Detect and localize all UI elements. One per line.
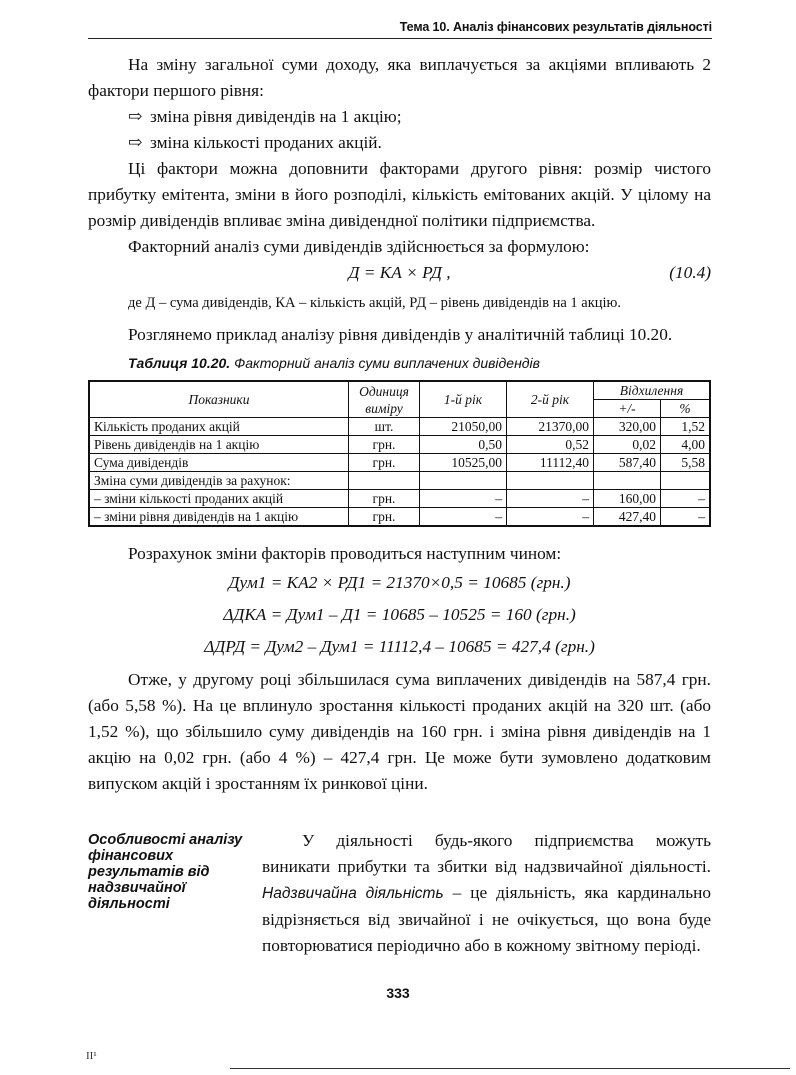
row-pct: 5,58 bbox=[661, 454, 711, 472]
running-head: Тема 10. Аналіз фінансових результатів діяльності bbox=[399, 20, 712, 34]
table-caption-text: Факторний аналіз суми виплачених дивідендів bbox=[234, 355, 540, 371]
row-label: Рівень дивідендів на 1 акцію bbox=[89, 436, 349, 454]
table-caption-label: Таблиця 10.20. bbox=[128, 355, 231, 371]
footer-rule bbox=[230, 1068, 790, 1069]
body-top bbox=[88, 52, 711, 797]
th-indicators: Показники bbox=[89, 381, 349, 418]
row-year1 bbox=[420, 472, 507, 490]
row-label: Сума дивідендів bbox=[89, 454, 349, 472]
paragraph-calc-intro: Розрахунок зміни факторів проводиться наступним чином: bbox=[128, 544, 562, 563]
row-year2: 11112,40 bbox=[507, 454, 594, 472]
th-abs: +/- bbox=[594, 400, 661, 418]
dividend-table bbox=[88, 380, 711, 527]
row-year1: – bbox=[420, 490, 507, 508]
paragraph-factors: Ці фактори можна доповнити факторами другого рівня: розмір чистого прибутку емітента, зміни в його розподілі, кількість емітованих акцій. У цілому на розмір дивідендів впливає зміна дивідендної політики підприємства. bbox=[88, 159, 711, 230]
row-pct: 1,52 bbox=[661, 418, 711, 436]
page-number: 333 bbox=[386, 985, 410, 1001]
row-unit: грн. bbox=[349, 454, 420, 472]
bullet-text-2: зміна кількості проданих акцій. bbox=[150, 133, 382, 152]
table-caption bbox=[88, 350, 711, 376]
row-unit: грн. bbox=[349, 490, 420, 508]
footer-mark: ІІ¹ bbox=[86, 1050, 97, 1062]
row-year2: – bbox=[507, 490, 594, 508]
formula-text: Д = КА × РД , bbox=[348, 263, 451, 282]
bullet-text-1: зміна рівня дивідендів на 1 акцію; bbox=[150, 107, 402, 126]
row-abs: 0,02 bbox=[594, 436, 661, 454]
row-unit: грн. bbox=[349, 508, 420, 527]
th-year1: 1-й рік bbox=[420, 381, 507, 418]
equation-2: ΔДКА = Дум1 – Д1 = 10685 – 10525 = 160 (грн.) bbox=[223, 605, 576, 624]
row-abs: 160,00 bbox=[594, 490, 661, 508]
row-abs: 587,40 bbox=[594, 454, 661, 472]
table-row bbox=[89, 472, 710, 490]
arrow-icon: ⇨ bbox=[128, 133, 143, 152]
equation-1: Дум1 = КА2 × РД1 = 21370×0,5 = 10685 (грн.) bbox=[228, 573, 571, 592]
paragraph-conclusion: Отже, у другому році збільшилася сума виплачених дивідендів на 587,4 грн. (або 5,58 %). На це вплинуло зростання кількості проданих акцій на 320 шт. (або 1,52 %), що збільшило суму дивідендів на 160 грн. і зміна рівня дивідендів на 1 акцію на 0,02 грн. (або 4 %) – 427,4 грн. Це може бути зумовлено додатковим випуском акцій і зростанням їх ринкової ціни. bbox=[88, 670, 711, 793]
paragraph-extraordinary bbox=[262, 828, 711, 959]
th-deviation: Відхилення bbox=[594, 381, 711, 400]
row-pct: – bbox=[661, 490, 711, 508]
formula-number: (10.4) bbox=[669, 263, 711, 282]
row-label: – зміни кількості проданих акцій bbox=[89, 490, 349, 508]
row-year1: 0,50 bbox=[420, 436, 507, 454]
header-rule bbox=[88, 38, 712, 39]
paragraph-extraordinary-top bbox=[262, 828, 711, 959]
row-label: – зміни рівня дивідендів на 1 акцію bbox=[89, 508, 349, 527]
row-year2: 0,52 bbox=[507, 436, 594, 454]
table-row bbox=[89, 508, 710, 527]
row-pct: 4,00 bbox=[661, 436, 711, 454]
formula-legend: де Д – сума дивідендів, КА – кількість акцій, РД – рівень дивідендів на 1 акцію. bbox=[128, 295, 622, 311]
arrow-icon: ⇨ bbox=[128, 107, 143, 126]
row-unit bbox=[349, 472, 420, 490]
paragraph-example: Розглянемо приклад аналізу рівня дивідендів у аналітичній таблиці 10.20. bbox=[128, 325, 673, 344]
bullet-item-1 bbox=[88, 104, 711, 130]
equation-3: ΔДРД = Дум2 – Дум1 = 11112,4 – 10685 = 427,4 (грн.) bbox=[204, 637, 595, 656]
extraordinary-text-b: – це діяльність, яка кардинально відрізняється від звичайної і не очікується, що вона буде повторюватися періодично або в кожному звітному періоді. bbox=[262, 883, 711, 955]
row-unit: шт. bbox=[349, 418, 420, 436]
row-pct: – bbox=[661, 508, 711, 527]
extraordinary-term: Надзвичайна діяльність bbox=[262, 885, 444, 902]
table-row bbox=[89, 436, 710, 454]
row-abs: 427,40 bbox=[594, 508, 661, 527]
row-abs: 320,00 bbox=[594, 418, 661, 436]
row-label: Кількість проданих акцій bbox=[89, 418, 349, 436]
th-year2: 2-й рік bbox=[507, 381, 594, 418]
table-row bbox=[89, 418, 710, 436]
row-year2: – bbox=[507, 508, 594, 527]
row-year1: 10525,00 bbox=[420, 454, 507, 472]
row-year1: 21050,00 bbox=[420, 418, 507, 436]
margin-note: Особливості аналізу фінансових результатів від надзвичайної діяльності bbox=[88, 832, 243, 912]
row-unit: грн. bbox=[349, 436, 420, 454]
row-year2 bbox=[507, 472, 594, 490]
th-unit: Одиниця виміру bbox=[349, 381, 420, 418]
paragraph-formula-intro: Факторний аналіз суми дивідендів здійснюється за формулою: bbox=[128, 237, 590, 256]
row-abs bbox=[594, 472, 661, 490]
table-body bbox=[89, 418, 710, 527]
row-year1: – bbox=[420, 508, 507, 527]
row-label: Зміна суми дивідендів за рахунок: bbox=[89, 472, 349, 490]
row-pct bbox=[661, 472, 711, 490]
paragraph-intro: На зміну загальної суми доходу, яка виплачується за акціями впливають 2 фактори першого рівня: bbox=[88, 55, 711, 100]
th-pct: % bbox=[661, 400, 711, 418]
row-year2: 21370,00 bbox=[507, 418, 594, 436]
bullet-item-2 bbox=[88, 130, 711, 156]
formula-10-4 bbox=[88, 260, 711, 288]
extraordinary-text-a: У діяльності будь-якого підприємства можуть виникати прибутки та збитки від надзвичайної діяльності. bbox=[262, 831, 711, 876]
table-row bbox=[89, 454, 710, 472]
table-row bbox=[89, 490, 710, 508]
